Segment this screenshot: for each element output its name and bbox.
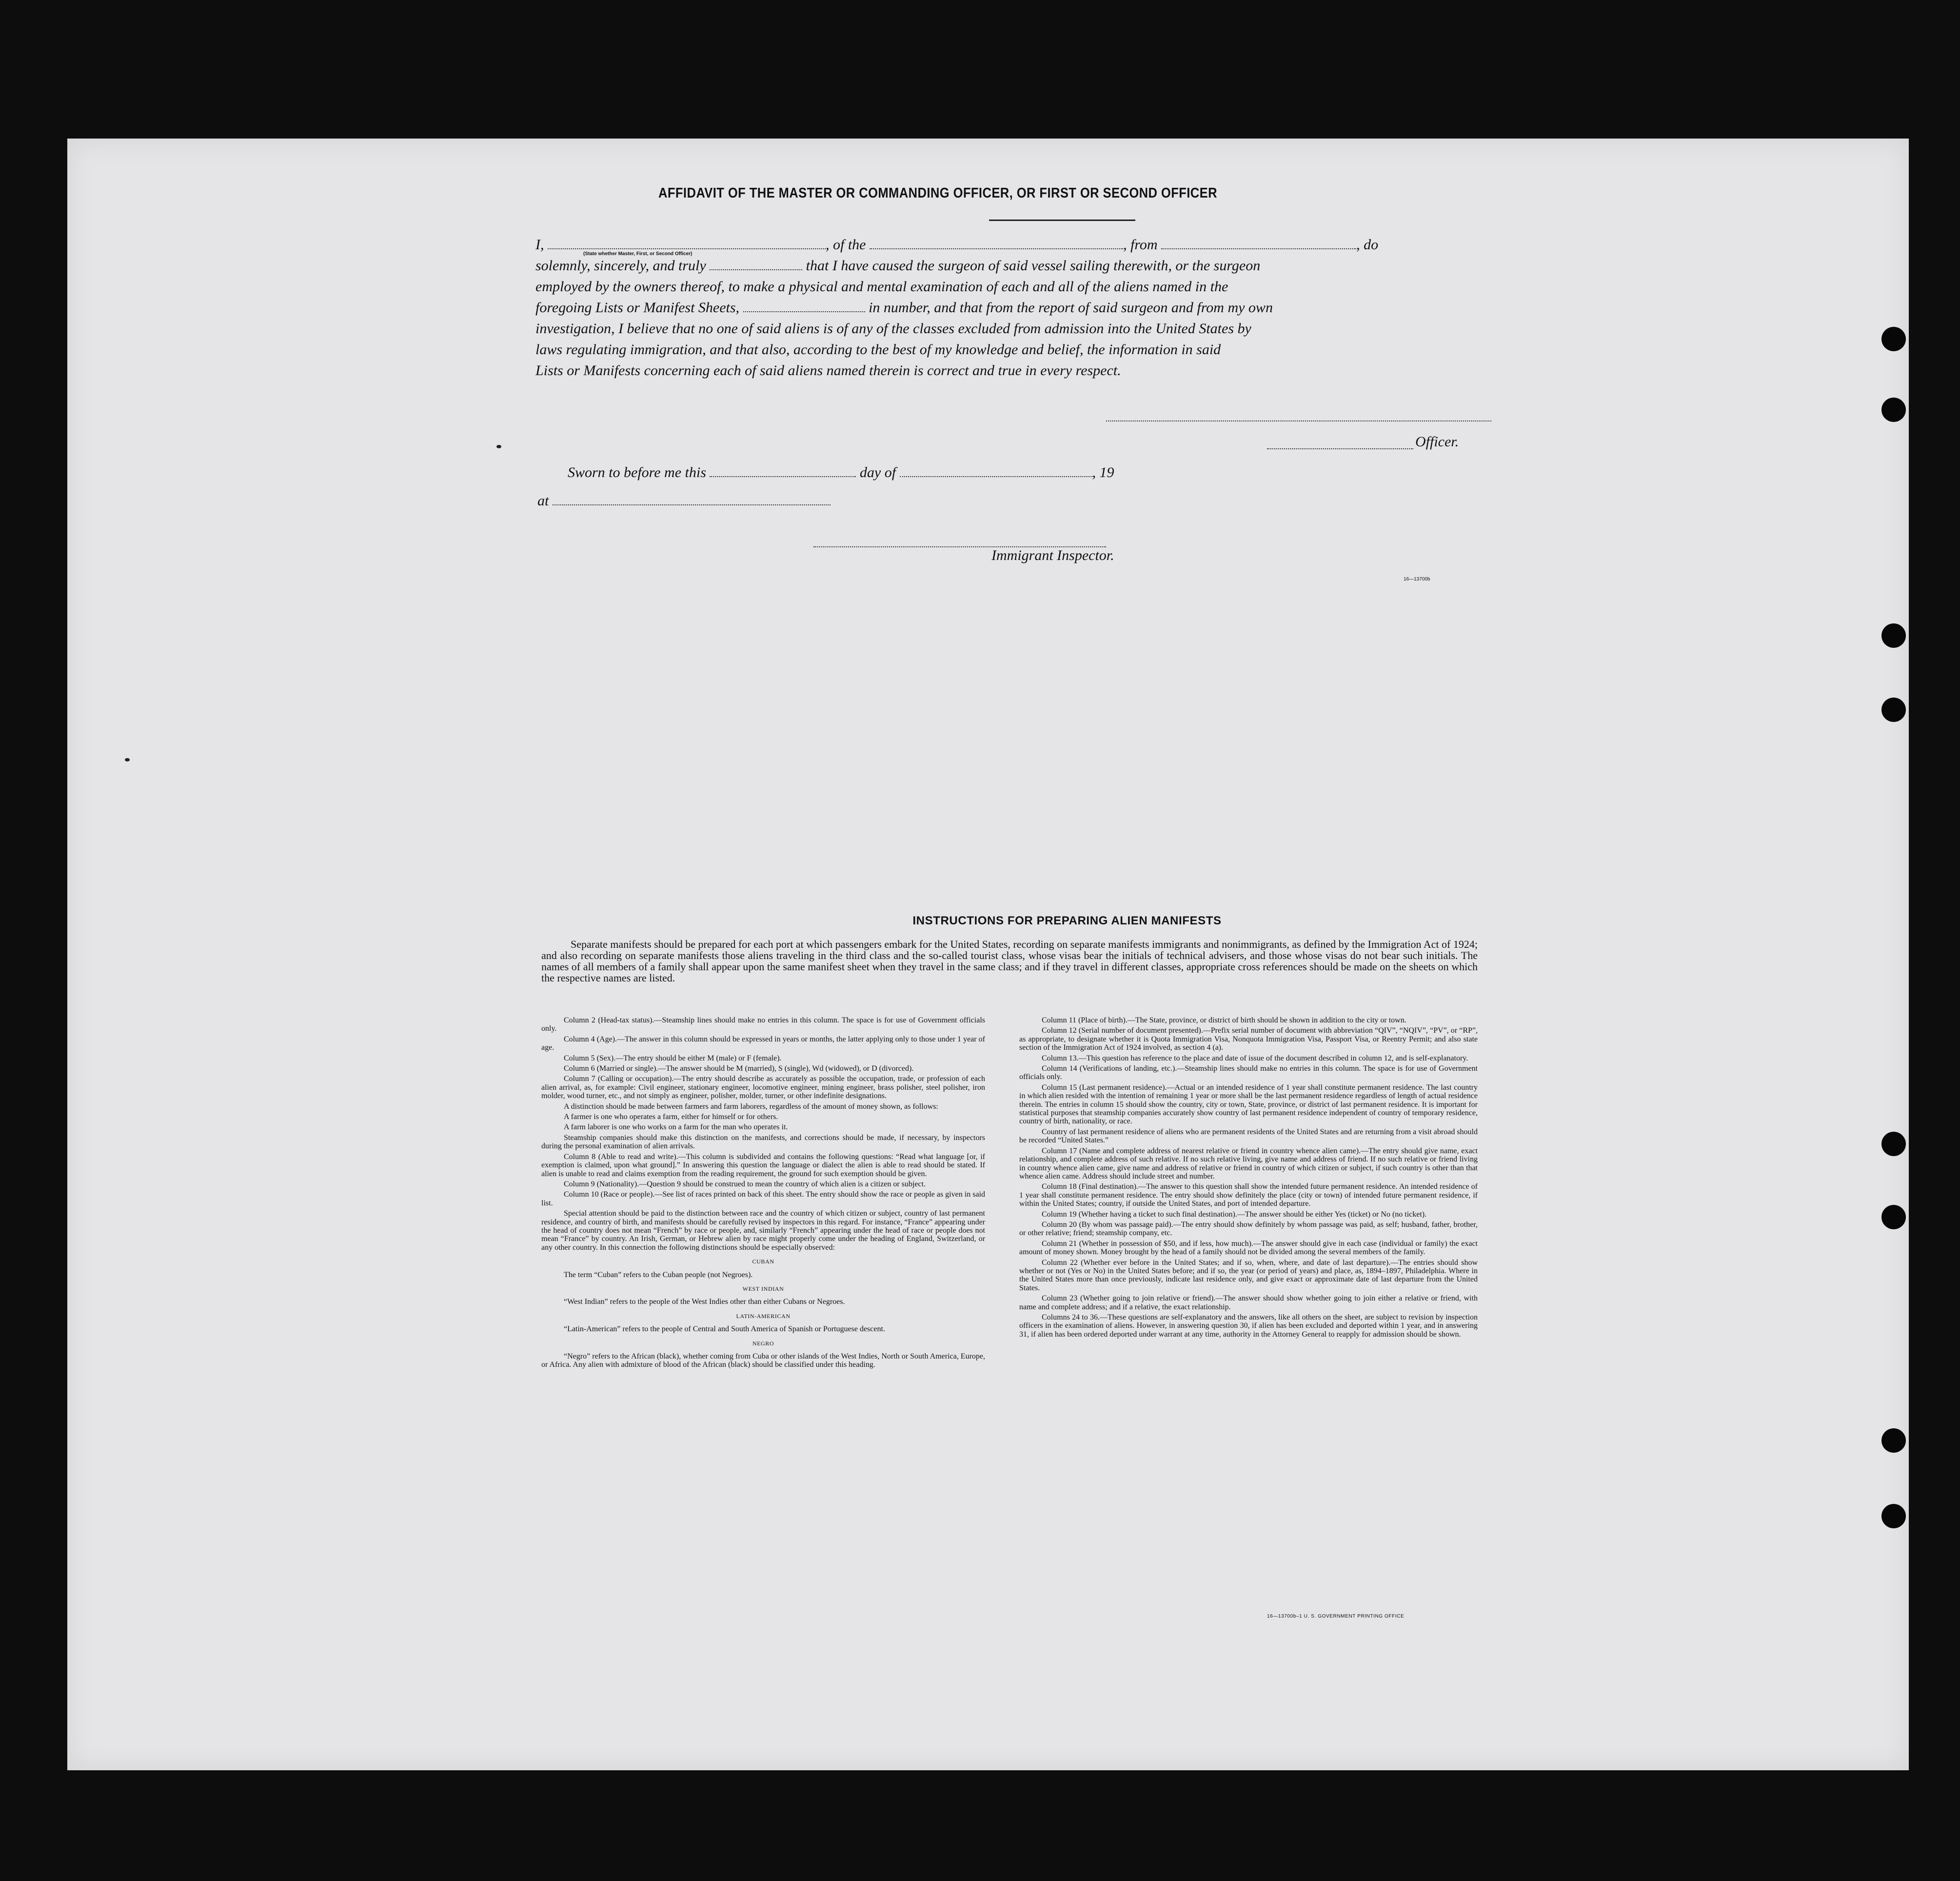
punch-hole: [1881, 398, 1906, 422]
oath-blank: [710, 259, 802, 270]
day-blank: [710, 465, 856, 477]
officer-label: Officer.: [1415, 434, 1459, 450]
ink-speck: [125, 758, 130, 761]
manifest-sheet: [67, 139, 1909, 1770]
instruction-paragraph: Country of last permanent residence of aliens who are permanent residents of the United States and are returning from a visit abroad should be recorded “United States.”: [1019, 1127, 1478, 1145]
instructions-left-column: [541, 1016, 985, 1371]
form-number: 16—13700b: [1404, 577, 1430, 582]
instruction-paragraph: Column 14 (Verifications of landing, etc.).—Steamship lines should make no entries in this column. The space is for use of Government officials only.: [1019, 1064, 1478, 1081]
instruction-paragraph: Column 17 (Name and complete address of nearest relative or friend in country whence alien came).—The entry should give name, exact relationship, and complete address of such relative. If no such relative living, give name and address of friend. If no such relative or friend living in country whence alien came, give name and address of relative or friend in country of which citizen or subject, if such country is other than that whence alien came. Address should include street and number.: [1019, 1146, 1478, 1181]
instruction-paragraph: “Latin-American” refers to the people of Central and South America of Spanish or Portuguese descent.: [564, 1325, 885, 1334]
instruction-paragraph: Column 23 (Whether going to join relative or friend).—The answer should show whether going to join either a relative or friend, with name and complete address; and if a relative, the exact relationship.: [1019, 1294, 1478, 1311]
instruction-paragraph: Column 9 (Nationality).—Question 9 should be construed to mean the country of which alien is a citizen or subject.: [564, 1180, 926, 1188]
instruction-paragraph: A farmer is one who operates a farm, either for himself or for others.: [564, 1113, 778, 1121]
vessel-name-blank: [870, 238, 1123, 249]
affidavit-text: foregoing Lists or Manifest Sheets,: [535, 300, 740, 316]
instruction-paragraph: The term “Cuban” refers to the Cuban people (not Negroes).: [564, 1270, 753, 1279]
affidavit-text: , of the: [826, 237, 866, 253]
officer-rank-blank: [548, 238, 826, 249]
section-heading-cuban: CUBAN: [752, 1258, 774, 1265]
punch-hole: [1881, 623, 1906, 648]
punch-hole: [1881, 1132, 1906, 1156]
sworn-text: [568, 464, 1114, 481]
ink-speck: [496, 445, 501, 448]
instruction-paragraph: Column 21 (Whether in possession of $50, and if less, how much).—The answer should give in each case (individual or family) the exact amount of money shown. Money brought by the head of a family should not be divided among the several members of the family.: [1019, 1239, 1478, 1257]
instructions-intro: Separate manifests should be prepared for each port at which passengers embark for the United States, recording on separate manifests immigrants and nonimmigrants, as defined by the Immigration Act of 1924; and also recording on separate manifests those aliens traveling in the third class and the so-called tourist class, whose visas bear the initials of technical advisers, and those whose visas do not bear such initials. The names of all members of a family shall appear upon the same manifest sheet when they travel in the same class; and if they travel in different classes, appropriate cross references should be made on the sheets on which the respective names are listed.: [541, 938, 1478, 984]
instruction-paragraph: Column 5 (Sex).—The entry should be either M (male) or F (female).: [564, 1054, 782, 1062]
affidavit-text: solemnly, sincerely, and truly: [535, 258, 706, 274]
instruction-paragraph: Column 12 (Serial number of document presented).—Prefix serial number of document with abbreviation “QIV”, “NQIV”, “PV”, or “RP”, as appropriate, to designate whether it is Quota Immigration Visa, Nonquota Immigration Visa, Passport Visa, or Reentry Permit; and also state section of the Immigration Act of 1924 involved, as section 4 (a).: [1019, 1026, 1478, 1052]
instruction-paragraph: Column 7 (Calling or occupation).—The entry should describe as accurately as possible the occupation, trade, or profession of each alien arrival, as, for example: Civil engineer, stationary engineer, locomotive engineer, mining engineer, brass polisher, steel polisher, iron molder, wood turner, etc., and not simply as engineer, polisher, molder, turner, or other indefinite designations.: [541, 1075, 985, 1101]
affidavit-text: I,: [535, 237, 544, 253]
instructions-right-column: [1019, 1016, 1478, 1341]
affidavit-body: [535, 234, 1530, 381]
affidavit-text: in number, and that from the report of said surgeon and from my own: [869, 300, 1273, 316]
instruction-paragraph: Columns 24 to 36.—These questions are self-explanatory and the answers, like all others on the sheet, are subject to revision by inspection officers in the examination of aliens. However, in answering question 30, if alien has been excluded and deported within 1 year, and in answering 31, if alien has been ordered deported under warrant at any time, authority in the Attorney General to reapply for admission should be shown.: [1019, 1313, 1478, 1339]
affidavit-text: , do: [1356, 237, 1379, 253]
instruction-paragraph: Column 15 (Last permanent residence).—Actual or an intended residence of 1 year shall constitute permanent residence. The last country in which alien resided with the intention of remaining 1 year or more shall be the last permanent residence regardless of length of actual residence therein. The entries in column 15 should show the country, city or town, State, province, or district of last permanent residence. It is important for statistical purposes that steamship companies accurately show country of last permanent residence independent of country of temporary residence, country of birth, nationality, or race.: [1019, 1083, 1478, 1126]
instruction-paragraph: Column 2 (Head-tax status).—Steamship lines should make no entries in this column. The space is for use of Government officials only.: [541, 1016, 985, 1033]
instruction-paragraph: Column 8 (Able to read and write).—This column is subdivided and contains the following questions: “Read what language [or, if exemption is claimed, upon what ground].” In answering this question the language or dialect the alien is able to read should be stated. If alien is unable to read and claims exemption from the reading requirement, the ground for such exemption should be given.: [541, 1152, 985, 1178]
at-text: [537, 493, 831, 509]
sheet-count-blank: [743, 300, 865, 312]
instructions-title: INSTRUCTIONS FOR PREPARING ALIEN MANIFESTS: [912, 914, 1222, 927]
punch-hole: [1881, 698, 1906, 722]
instruction-paragraph: Special attention should be paid to the distinction between race and the country of which citizen or subject, country of last permanent residence, and country of birth, and manifests should be carefully revised by inspectors in this regard. For instance, “France” appearing under the head of country does not mean “French” by race or people, and, similarly “French” appearing under the head of race or people does not mean “France” by country. An Irish, German, or Hebrew alien by race might properly come under the heading of England, Switzerland, or any other country. In this connection the following distinctions should be especially observed:: [541, 1209, 985, 1252]
instruction-paragraph: Column 20 (By whom was passage paid).—The entry should show definitely by whom passage was paid, as self; husband, father, brother, or other relative; friend; steamship company, etc.: [1019, 1220, 1478, 1238]
instruction-paragraph: Column 22 (Whether ever before in the United States; and if so, when, where, and date of last departure).—The entries should show whether or not (Yes or No) in the United States before; and if so, the year (or period of years) and place, as, 1894–1897, Philadelphia. Where in the United States more than once previously, indicate last residence only, and give exact or approximate date of last departure from the United States.: [1019, 1258, 1478, 1292]
title-divider: [989, 220, 1135, 221]
port-blank: [1161, 238, 1356, 249]
instruction-paragraph: A farm laborer is one who works on a farm for the man who operates it.: [564, 1123, 788, 1132]
section-heading-west-indian: WEST INDIAN: [742, 1285, 784, 1292]
instruction-paragraph: Column 6 (Married or single).—The answer should be M (married), S (single), Wd (widowed), or D (divorced).: [564, 1064, 914, 1073]
punch-hole: [1881, 327, 1906, 351]
officer-rank-note: (State whether Master, First, or Second Officer): [583, 251, 693, 257]
instruction-paragraph: “West Indian” refers to the people of the West Indies other than either Cubans or Negroes.: [564, 1298, 845, 1306]
instruction-paragraph: Column 10 (Race or people).—See list of races printed on back of this sheet. The entry should show the race or people as given in said list.: [541, 1190, 985, 1207]
affidavit-text: , from: [1123, 237, 1158, 253]
instruction-paragraph: Column 11 (Place of birth).—The State, province, or district of birth should be shown in addition to the city or town.: [1042, 1016, 1406, 1024]
affidavit-line-7: Lists or Manifests concerning each of said aliens named therein is correct and true in every respect.: [535, 362, 1121, 379]
sworn-label: Sworn to before me this: [568, 464, 706, 480]
affidavit-line-2: [535, 255, 1530, 276]
signature-line: [1106, 420, 1491, 421]
instruction-paragraph: Column 18 (Final destination).—The answer to this question shall show the intended future permanent residence. An intended residence of 1 year shall constitute permanent residence. The entry should show definitely the place (city or town) of intended future permanent residence, if within the United States; country, if outside the United States, and port of intended departure.: [1019, 1182, 1478, 1208]
printing-office-code: 16—13700b–1 U. S. GOVERNMENT PRINTING OFFICE: [1267, 1614, 1405, 1619]
instruction-paragraph: Column 19 (Whether having a ticket to such final destination).—The answer should be either Yes (ticket) or No (no ticket).: [1042, 1210, 1427, 1219]
instruction-paragraph: A distinction should be made between farmers and farm laborers, regardless of the amount of money shown, as follows:: [564, 1102, 938, 1111]
affidavit-line-3: employed by the owners thereof, to make a physical and mental examination of each and all of the aliens named in the: [535, 279, 1228, 295]
day-of-label: day of: [859, 464, 896, 480]
punch-hole: [1881, 1205, 1906, 1229]
instruction-paragraph: Column 4 (Age).—The answer in this column should be expressed in years or months, the latter applying only to those under 1 year of age.: [541, 1035, 985, 1052]
instruction-paragraph: Column 13.—This question has reference to the place and date of issue of the document described in column 12, and is self-explanatory.: [1042, 1054, 1468, 1062]
punch-hole: [1881, 1428, 1906, 1453]
year-label: , 19: [1092, 464, 1114, 480]
officer-signature-line: [1267, 448, 1413, 449]
affidavit-title: AFFIDAVIT OF THE MASTER OR COMMANDING OFFICER, OR FIRST OR SECOND OFFICER: [658, 185, 1217, 201]
inspector-label: Immigrant Inspector.: [991, 547, 1114, 563]
affidavit-line-5: investigation, I believe that no one of said aliens is of any of the classes excluded from admission into the United States by: [535, 320, 1251, 337]
affidavit-text: that I have caused the surgeon of said vessel sailing therewith, or the surgeon: [806, 258, 1261, 274]
section-heading-negro: NEGRO: [752, 1340, 774, 1347]
instruction-paragraph: “Negro” refers to the African (black), whether coming from Cuba or other islands of the West Indies, North or South America, Europe, or Africa. Any alien with admixture of blood of the African (black) should be classified under this heading.: [541, 1352, 985, 1369]
affidavit-line-4: [535, 297, 1530, 318]
place-blank: [553, 494, 831, 505]
instruction-paragraph: Steamship companies should make this distinction on the manifests, and corrections should be made, if necessary, by inspectors during the personal examination of alien arrivals.: [541, 1133, 985, 1151]
punch-hole: [1881, 1504, 1906, 1528]
affidavit-line-6: laws regulating immigration, and that also, according to the best of my knowledge and belief, the information in said: [535, 341, 1221, 358]
at-label: at: [537, 493, 549, 509]
month-blank: [900, 465, 1092, 477]
section-heading-latin-american: LATIN-AMERICAN: [736, 1312, 791, 1320]
